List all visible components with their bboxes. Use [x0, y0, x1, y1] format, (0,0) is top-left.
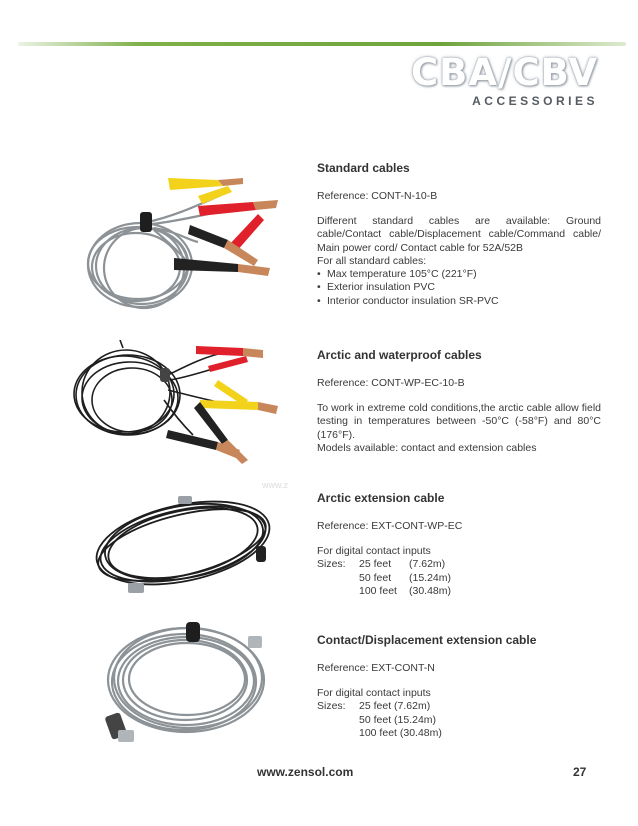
contact-displacement-section — [317, 633, 601, 740]
list-item: • Interior conductor insulation SR-PVC — [317, 295, 601, 308]
section-title: Standard cables — [317, 161, 410, 175]
brand-title: CBA/CBV — [411, 51, 598, 94]
section-description: Different standard cables are available: Ground cable/Contact cable/Displacement cable/Command cable/ Main power cord/ Contact cable for 52A/52B — [317, 215, 601, 254]
arctic-extension-section — [317, 491, 601, 598]
section-list-intro: For all standard cables: — [317, 254, 427, 267]
size-length: 50 feet — [359, 571, 392, 584]
section-description: To work in extreme cold conditions,the arctic cable allow field testing in temperatures between -50°C (-58°F) and 80°C (176°F). — [317, 402, 601, 441]
brand-subtitle: ACCESSORIES — [472, 94, 598, 108]
spec-list — [317, 268, 601, 308]
yellow-clip-icon — [168, 178, 243, 204]
size-value: 50 feet (15.24m) — [359, 713, 437, 726]
header-accent-line — [18, 42, 626, 46]
section-reference: Reference: CONT-WP-EC-10-B — [317, 377, 465, 389]
contact-extension-cable-image — [98, 618, 273, 753]
black-clip-icon — [166, 402, 248, 464]
connector-icon — [178, 496, 192, 504]
section-intro: For digital contact inputs — [317, 687, 431, 699]
size-row — [317, 585, 601, 598]
section-title: Arctic extension cable — [317, 491, 445, 505]
brand-header — [358, 51, 598, 108]
sizes-label: Sizes: — [317, 700, 346, 713]
connector-icon — [248, 636, 262, 648]
section-reference: Reference: EXT-CONT-N — [317, 662, 435, 674]
size-length: 25 feet — [359, 558, 392, 571]
size-row — [317, 727, 601, 740]
size-row — [317, 700, 601, 713]
size-value: 100 feet (30.48m) — [359, 726, 442, 739]
size-metric: (15.24m) — [409, 571, 452, 584]
red-clip-icon — [198, 200, 278, 252]
size-value: 25 feet (7.62m) — [359, 700, 431, 713]
section-title: Contact/Displacement extension cable — [317, 633, 537, 647]
yellow-clip-icon — [200, 380, 278, 414]
connector-icon — [118, 730, 134, 742]
section-reference: Reference: CONT-N-10-B — [317, 190, 438, 202]
page-number: 27 — [573, 765, 587, 779]
size-length: 100 feet — [359, 584, 397, 597]
cable-tie-icon — [186, 622, 200, 642]
list-item: • Exterior insulation PVC — [317, 281, 601, 294]
size-row — [317, 572, 601, 585]
cable-tie-icon — [160, 368, 170, 382]
watermark-text: www.z — [262, 480, 289, 490]
section-intro: For digital contact inputs — [317, 545, 431, 557]
size-metric: (7.62m) — [409, 558, 446, 571]
standard-cable-image — [78, 170, 278, 325]
standard-cables-section — [317, 161, 601, 308]
sizes-label: Sizes: — [317, 558, 346, 571]
section-title: Arctic and waterproof cables — [317, 348, 482, 362]
sizes-table — [317, 700, 601, 740]
size-row — [317, 714, 601, 727]
arctic-extension-cable-image — [88, 488, 278, 603]
cable-tie-icon — [256, 546, 266, 562]
arctic-waterproof-section — [317, 348, 601, 455]
section-reference: Reference: EXT-CONT-WP-EC — [317, 520, 463, 532]
cable-tie-icon — [140, 212, 152, 232]
section-models: Models available: contact and extension cables — [317, 441, 537, 454]
size-metric: (30.48m) — [409, 584, 452, 597]
footer-website-link[interactable]: www.zensol.com — [257, 765, 354, 779]
connector-icon — [128, 583, 144, 593]
red-clip-icon — [196, 346, 263, 372]
size-row — [317, 558, 601, 571]
arctic-cable-image — [68, 340, 278, 475]
list-item: • Max temperature 105°C (221°F) — [317, 268, 601, 281]
sizes-table — [317, 558, 601, 598]
